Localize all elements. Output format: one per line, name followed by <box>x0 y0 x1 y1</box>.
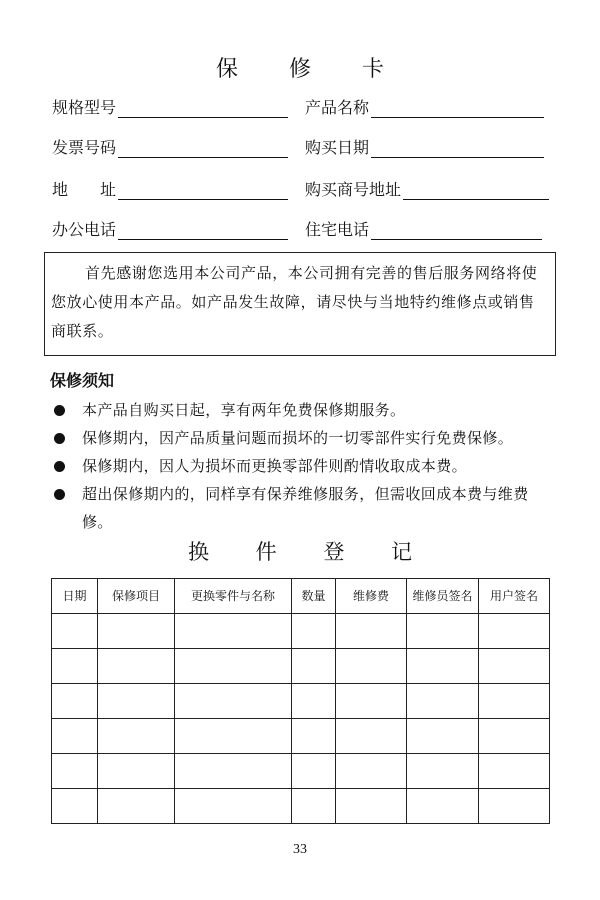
home-phone-label: 住宅电话 <box>305 220 370 239</box>
table-cell[interactable] <box>98 754 175 789</box>
table-row <box>52 614 550 649</box>
table-cell[interactable] <box>479 719 550 754</box>
replacement-log-table <box>51 578 550 824</box>
list-item <box>50 396 555 424</box>
notice-item-text: 保修期内，因人为损坏而更换零部件则酌情收取成本费。 <box>82 457 468 475</box>
office-phone-field[interactable] <box>52 216 288 240</box>
invoice-field[interactable] <box>52 134 288 158</box>
table-cell[interactable] <box>479 614 550 649</box>
address-field[interactable] <box>52 176 288 200</box>
home-phone-line[interactable] <box>371 221 542 240</box>
table-cell[interactable] <box>98 719 175 754</box>
bullet-icon <box>54 433 65 444</box>
office-phone-label: 办公电话 <box>52 220 117 239</box>
model-label: 规格型号 <box>52 98 117 117</box>
page-number: 33 <box>293 842 307 857</box>
home-phone-field[interactable] <box>305 216 542 240</box>
table-cell[interactable] <box>175 684 292 719</box>
table-cell[interactable] <box>407 684 479 719</box>
table-cell[interactable] <box>336 789 407 824</box>
invoice-line[interactable] <box>118 139 288 158</box>
dealer-address-field[interactable] <box>305 176 549 200</box>
table-cell[interactable] <box>175 649 292 684</box>
intro-box <box>44 252 556 356</box>
list-item <box>50 424 555 452</box>
table-cell[interactable] <box>175 614 292 649</box>
notice-item-text: 超出保修期内的，同样享有保养维修服务，但需收回成本费与维费修。 <box>82 485 529 531</box>
log-title: 换 件 登 记 <box>187 540 433 564</box>
table-cell[interactable] <box>52 754 98 789</box>
table-cell[interactable] <box>52 684 98 719</box>
table-cell[interactable] <box>98 789 175 824</box>
address-line[interactable] <box>118 181 288 200</box>
table-cell[interactable] <box>292 719 336 754</box>
table-cell[interactable] <box>175 754 292 789</box>
office-phone-line[interactable] <box>118 221 288 240</box>
table-row <box>52 719 550 754</box>
table-cell[interactable] <box>407 614 479 649</box>
col-repair-item: 保修项目 <box>98 579 175 614</box>
table-cell[interactable] <box>52 614 98 649</box>
col-user-signature: 用户签名 <box>479 579 550 614</box>
model-line[interactable] <box>118 99 288 118</box>
product-name-label: 产品名称 <box>305 98 370 117</box>
product-name-line[interactable] <box>371 99 544 118</box>
table-cell[interactable] <box>479 684 550 719</box>
table-cell[interactable] <box>479 649 550 684</box>
list-item <box>50 480 555 536</box>
list-item <box>50 452 555 480</box>
table-header-row <box>52 579 550 614</box>
table-row <box>52 789 550 824</box>
table-cell[interactable] <box>336 684 407 719</box>
notice-item-text: 保修期内，因产品质量问题而损坏的一切零部件实行免费保修。 <box>82 429 514 447</box>
table-cell[interactable] <box>52 719 98 754</box>
table-cell[interactable] <box>175 789 292 824</box>
table-cell[interactable] <box>292 684 336 719</box>
table-row <box>52 754 550 789</box>
table-cell[interactable] <box>52 649 98 684</box>
table-cell[interactable] <box>292 789 336 824</box>
table-cell[interactable] <box>407 719 479 754</box>
table-cell[interactable] <box>479 754 550 789</box>
table-cell[interactable] <box>175 719 292 754</box>
bullet-icon <box>54 461 65 472</box>
table-cell[interactable] <box>98 649 175 684</box>
intro-text: 首先感谢您选用本公司产品，本公司拥有完善的售后服务网络将使您放心使用本产品。如产品发生故障，请尽快与当地特约维修点或销售商联系。 <box>51 264 538 340</box>
table-cell[interactable] <box>336 754 407 789</box>
col-part-name: 更换零件与名称 <box>175 579 292 614</box>
table-cell[interactable] <box>336 649 407 684</box>
table-cell[interactable] <box>292 754 336 789</box>
col-technician-signature: 维修员签名 <box>407 579 479 614</box>
bullet-icon <box>54 405 65 416</box>
col-repair-fee: 维修费 <box>336 579 407 614</box>
purchase-date-line[interactable] <box>371 139 544 158</box>
purchase-date-label: 购买日期 <box>305 138 370 157</box>
notice-list <box>50 396 555 536</box>
model-field[interactable] <box>52 94 288 118</box>
table-cell[interactable] <box>407 789 479 824</box>
col-date: 日期 <box>52 579 98 614</box>
product-name-field[interactable] <box>305 94 544 118</box>
table-row <box>52 649 550 684</box>
invoice-label: 发票号码 <box>52 138 117 157</box>
table-cell[interactable] <box>336 614 407 649</box>
table-cell[interactable] <box>292 649 336 684</box>
bullet-icon <box>54 489 65 500</box>
log-body <box>52 614 550 824</box>
table-cell[interactable] <box>407 649 479 684</box>
table-cell[interactable] <box>292 614 336 649</box>
purchase-date-field[interactable] <box>305 134 544 158</box>
notice-heading: 保修须知 <box>50 371 115 390</box>
table-cell[interactable] <box>479 789 550 824</box>
address-label: 地 址 <box>52 180 117 199</box>
table-cell[interactable] <box>407 754 479 789</box>
notice-item-text: 本产品自购买日起，享有两年免费保修期服务。 <box>82 401 406 419</box>
table-cell[interactable] <box>98 614 175 649</box>
table-cell[interactable] <box>52 789 98 824</box>
col-quantity: 数量 <box>292 579 336 614</box>
dealer-address-line[interactable] <box>403 181 549 200</box>
table-cell[interactable] <box>98 684 175 719</box>
table-row <box>52 684 550 719</box>
page-title: 保 修 卡 <box>216 57 406 82</box>
table-cell[interactable] <box>336 719 407 754</box>
dealer-address-label: 购买商号地址 <box>305 180 402 199</box>
